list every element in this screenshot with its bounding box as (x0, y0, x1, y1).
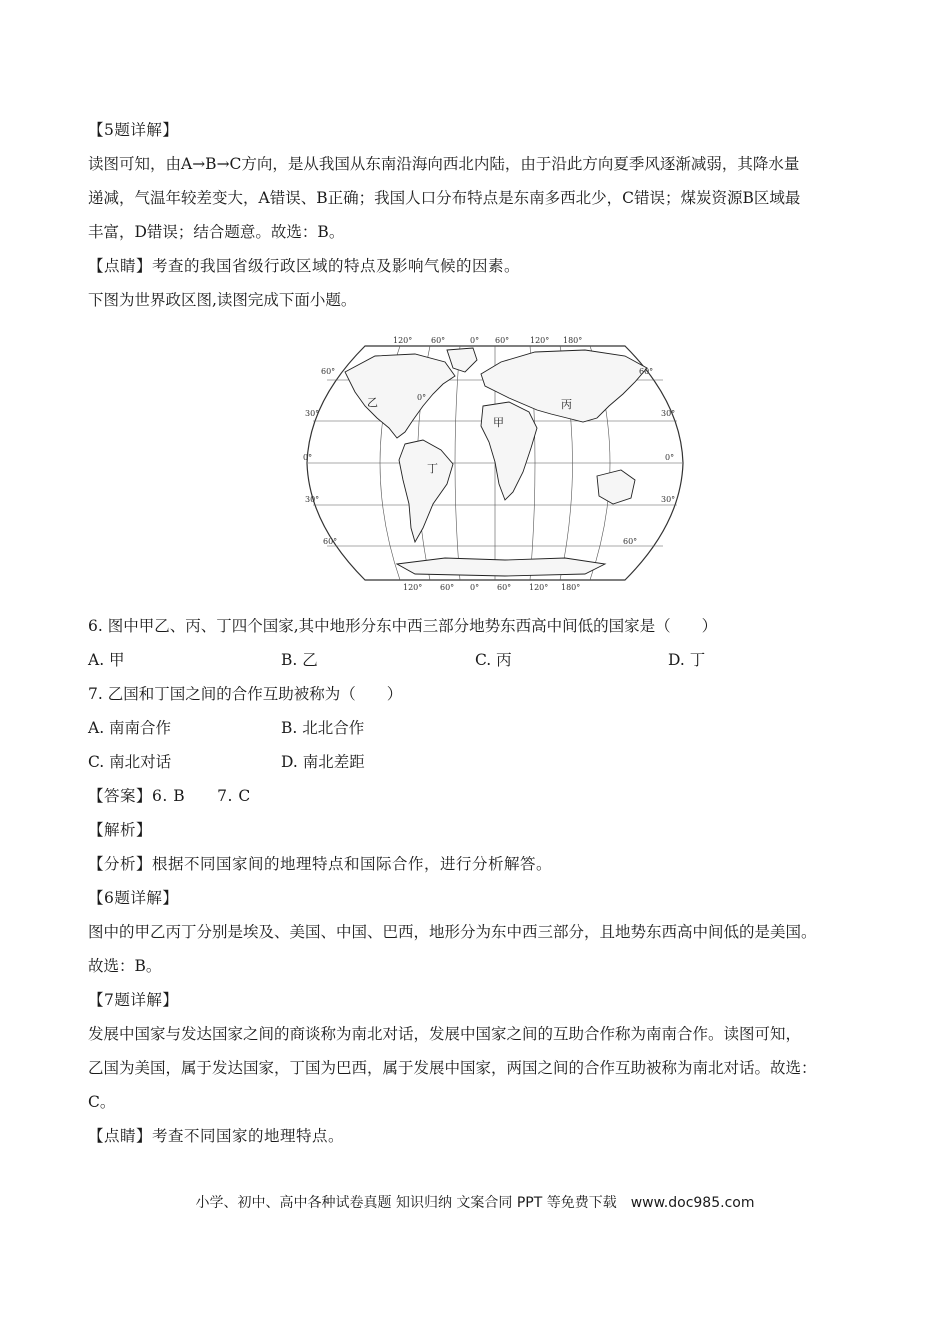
q6-stem: 6. 图中甲乙、丙、丁四个国家,其中地形分东中西三部分地势东西高中间低的国家是（ ） (88, 617, 718, 635)
lat-label-left-0: 60° (321, 367, 336, 376)
lon-label-bottom-2: 0° (470, 583, 480, 592)
lon-label-top-3: 60° (495, 336, 510, 345)
q5-detail-line-1: 读图可知，由A→B→C方向，是从我国从东南沿海向西北内陆，由于沿此方向夏季风逐渐减弱，其降水量 (88, 155, 800, 173)
lat-label-right-3: 30° (661, 495, 676, 504)
lat-label-right-4: 60° (623, 537, 638, 546)
q6-option-a: A. 甲 (88, 651, 125, 669)
answer-line: 【答案】6. B 7. C (88, 787, 251, 805)
analysis-header: 【解析】 (88, 821, 153, 839)
lon-label-top-5: 180° (563, 336, 583, 345)
q6-detail-header: 【6题详解】 (88, 889, 179, 907)
inner-zero-label: 0° (417, 393, 427, 402)
q5-detail-header: 【5题详解】 (88, 121, 179, 139)
lat-label-right-0: 60° (639, 367, 654, 376)
lat-label-right-1: 30° (661, 409, 676, 418)
q7-option-a: A. 南南合作 (88, 719, 172, 737)
q6-detail-line-1: 图中的甲乙丙丁分别是埃及、美国、中国、巴西，地形分为东中西三部分，且地势东西高中间低的是美国。 (88, 923, 817, 941)
q6-option-c: C. 丙 (475, 651, 512, 669)
analysis-line: 【分析】根据不同国家间的地理特点和国际合作，进行分析解答。 (88, 855, 553, 873)
q6-detail-line-2: 故选：B。 (88, 957, 162, 975)
q7-option-c: C. 南北对话 (88, 753, 172, 771)
q6-option-d: D. 丁 (668, 651, 706, 669)
q7-comment: 【点睛】考查不同国家的地理特点。 (88, 1127, 345, 1145)
lon-label-top-1: 60° (431, 336, 446, 345)
lat-label-left-3: 30° (305, 495, 320, 504)
q7-option-b: B. 北北合作 (281, 719, 365, 737)
page-footer: 小学、初中、高中各种试卷真题 知识归纳 文案合同 PPT 等免费下载 www.doc985.com (195, 1195, 755, 1211)
q5-detail-line-3: 丰富，D错误；结合题意。故选：B。 (88, 223, 345, 241)
lat-label-left-2: 0° (303, 453, 313, 462)
lon-label-top-2: 0° (470, 336, 480, 345)
country-label-jia: 甲 (493, 416, 504, 429)
lon-label-bottom-3: 60° (497, 583, 512, 592)
antarctica (397, 558, 605, 576)
q7-detail-header: 【7题详解】 (88, 991, 179, 1009)
lon-label-top-4: 120° (530, 336, 550, 345)
q5-detail-line-2: 递减，气温年较差变大，A错误、B正确；我国人口分布特点是东南多西北少，C错误；煤炭资源B区域最 (88, 189, 801, 207)
lon-label-bottom-0: 120° (403, 583, 423, 592)
lon-label-top-0: 120° (393, 336, 413, 345)
lat-label-right-2: 0° (665, 453, 675, 462)
q7-detail-line-1: 发展中国家与发达国家之间的商谈称为南北对话，发展中国家之间的互助合作称为南南合作。读图可知， (88, 1025, 802, 1043)
lon-label-bottom-1: 60° (440, 583, 455, 592)
q7-stem: 7. 乙国和丁国之间的合作互助被称为（ ） (88, 685, 403, 703)
q7-detail-line-3: C。 (88, 1093, 116, 1111)
country-label-yi: 乙 (367, 396, 378, 409)
lat-label-left-1: 30° (305, 409, 320, 418)
country-label-bing: 丙 (561, 398, 572, 411)
q6-option-b: B. 乙 (281, 651, 318, 669)
world-political-map (305, 332, 685, 594)
lat-label-left-4: 60° (323, 537, 338, 546)
q5-comment: 【点睛】考查的我国省级行政区域的特点及影响气候的因素。 (88, 257, 521, 275)
q7-detail-line-2: 乙国为美国，属于发达国家，丁国为巴西，属于发展中国家，两国之间的合作互助被称为南北对话。故选： (88, 1059, 817, 1077)
lon-label-bottom-5: 180° (561, 583, 581, 592)
country-label-ding: 丁 (427, 462, 438, 475)
lon-label-bottom-4: 120° (529, 583, 549, 592)
map-intro: 下图为世界政区图,读图完成下面小题。 (88, 291, 357, 309)
q7-option-d: D. 南北差距 (281, 753, 365, 771)
